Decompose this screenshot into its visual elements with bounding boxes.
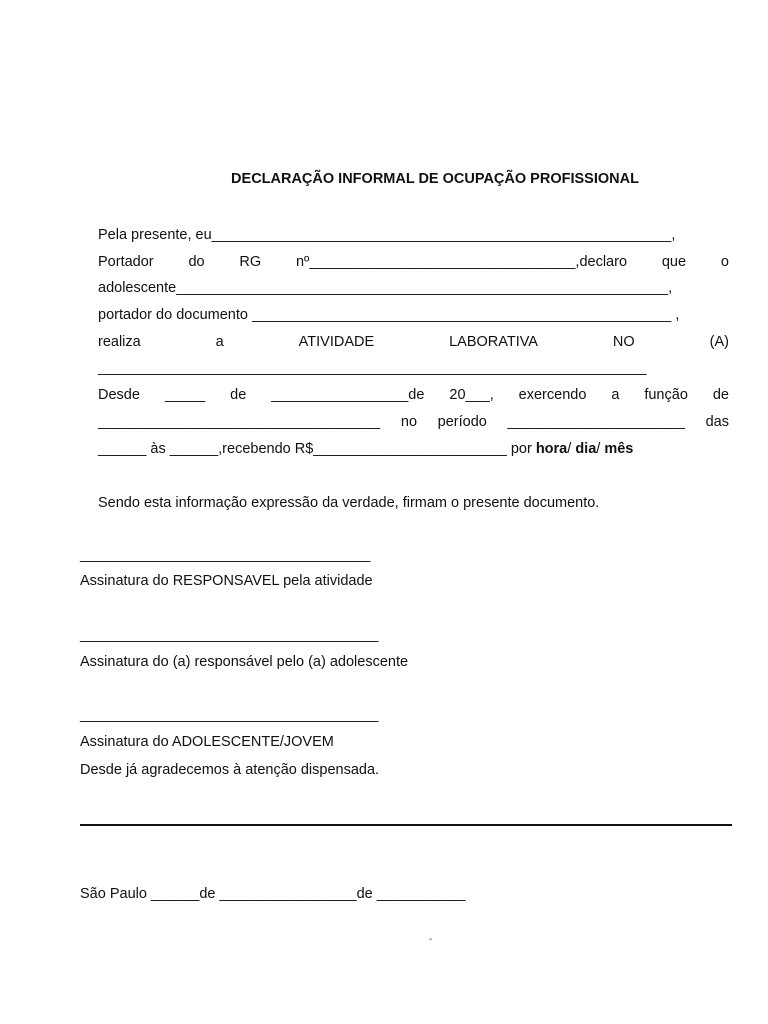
stray-mark: - [429,934,433,945]
body-line-9 [98,440,729,458]
word: Desde [98,387,140,403]
body-line-1: Pela presente, eu_________________________________________________________, [98,227,676,243]
word: RG [239,254,262,270]
signature-label-adolescent: Assinatura do ADOLESCENTE/JOVEM [80,734,334,750]
word: _________________de [271,387,425,403]
word: ___________________________________ [98,414,381,430]
word: o [720,254,729,270]
word: de [230,387,247,403]
unit-mes: mês [604,441,634,457]
word: função [644,387,688,403]
word: (A) [709,334,729,350]
word: nº_________________________________,declaro [295,254,628,270]
word: LABORATIVA [449,334,538,350]
word: do [188,254,205,270]
signature-line-adolescent: _____________________________________ [80,707,379,723]
unit-dia: dia [575,441,597,457]
body-line-6: ____________________________________________________________________ [98,360,647,376]
word: 20___, [449,387,494,403]
word: a [611,387,620,403]
word: período [437,414,487,430]
place-date-line: São Paulo ______de _________________de ___________ [80,886,466,902]
body-line-3: adolescente_____________________________________________________________, [98,280,673,296]
word: _____ [164,387,206,403]
signature-line-guardian: _____________________________________ [80,627,379,643]
payment-text: ______ às ______,recebendo R$________________________ por [98,441,536,457]
signature-label-responsavel: Assinatura do RESPONSAVEL pela atividade [80,573,373,589]
word: que [661,254,687,270]
body-line-2 [98,253,729,271]
body-line-4: portador do documento ____________________________________________________ , [98,307,680,323]
thanks-text: Desde já agradecemos à atenção dispensada. [80,762,380,778]
unit-hora: hora [535,441,568,457]
body-line-5 [98,333,729,351]
closing-statement: Sendo esta informação expressão da verdade, firmam o presente documento. [98,495,600,511]
word: a [215,334,224,350]
word: no [400,414,418,430]
unit-separator: / [596,441,605,457]
body-line-8 [98,413,729,431]
word: Portador [98,254,154,270]
signature-line-responsavel: ____________________________________ [80,547,371,563]
word: realiza [98,334,141,350]
unit-separator: / [567,441,576,457]
word: ______________________ [507,414,685,430]
word: ATIVIDADE [298,334,375,350]
word: das [705,414,729,430]
signature-label-guardian: Assinatura do (a) responsável pelo (a) adolescente [80,654,409,670]
document-title: DECLARAÇÃO INFORMAL DE OCUPAÇÃO PROFISSIONAL [231,171,639,187]
word: de [712,387,729,403]
word: NO [612,334,635,350]
word: exercendo [518,387,587,403]
body-line-7 [98,386,729,404]
horizontal-divider [80,824,732,826]
